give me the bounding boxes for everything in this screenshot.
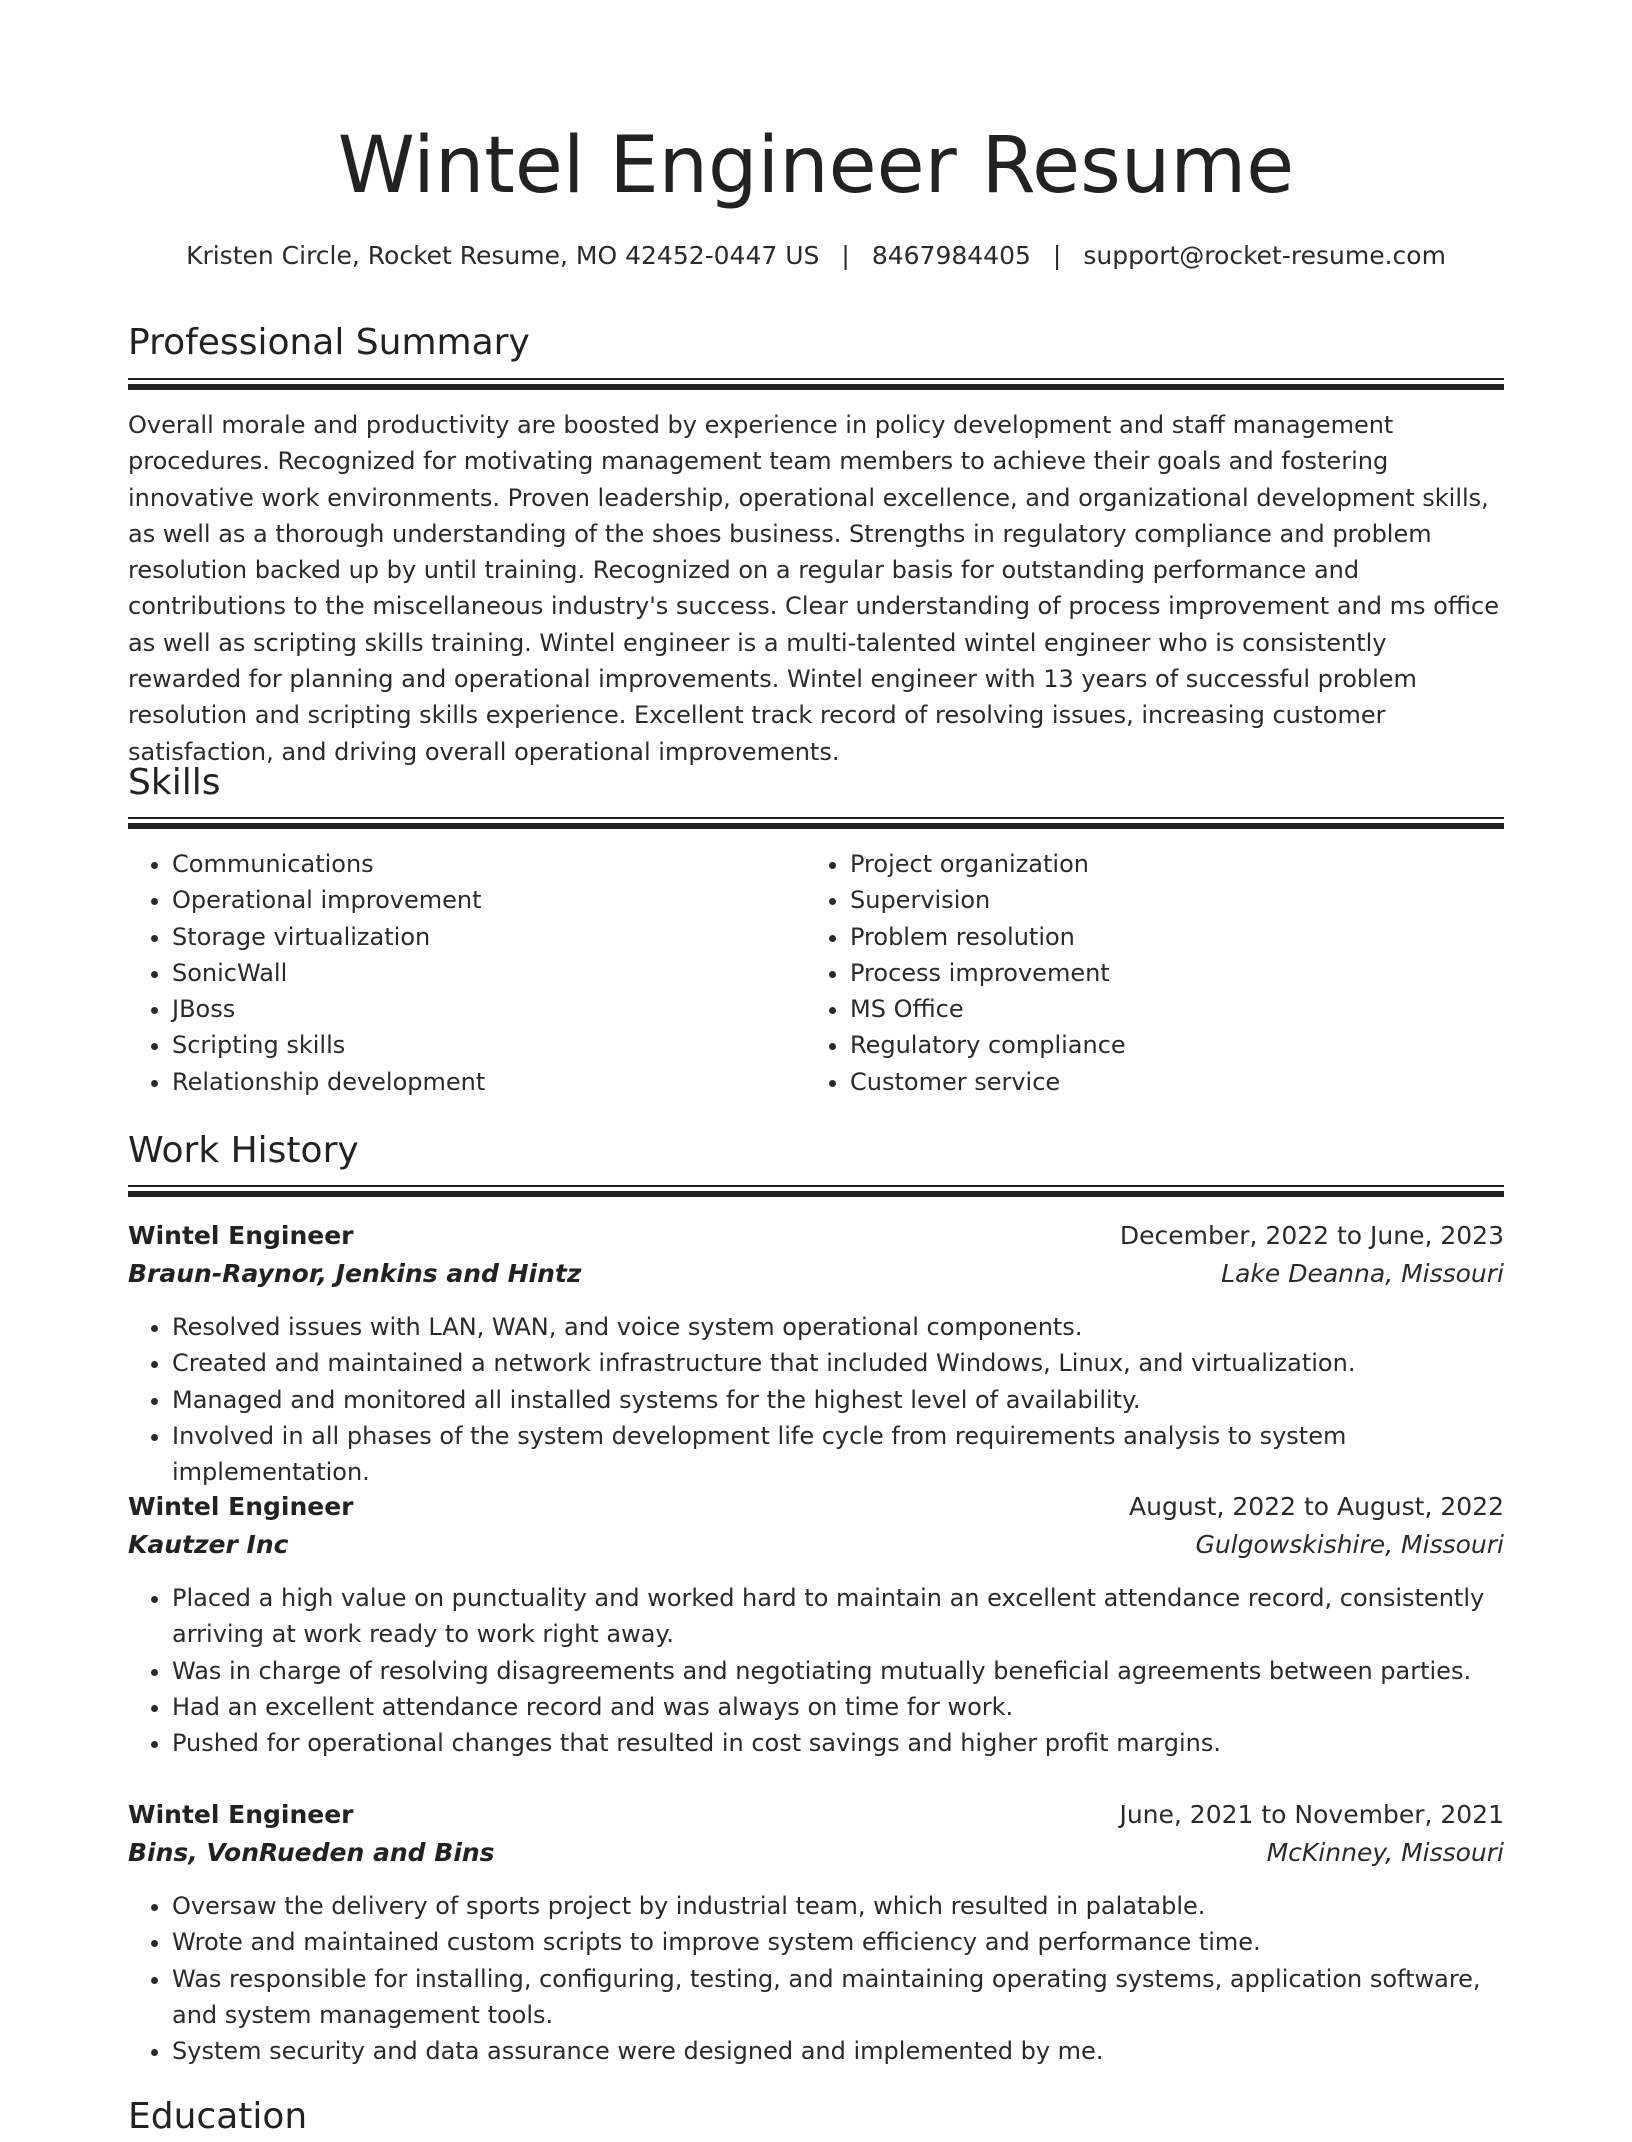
job-bullet: • System security and data assurance were designed and implemented by me.	[172, 2033, 1504, 2069]
skill-item: • Storage virtualization	[172, 919, 804, 955]
job-bullet: • Resolved issues with LAN, WAN, and voice system operational components.	[172, 1309, 1504, 1345]
education-heading: Education	[128, 2096, 308, 2137]
resume-title: Wintel Engineer Resume	[337, 121, 1295, 211]
job-bullet: • Wrote and maintained custom scripts to improve system efficiency and performance time.	[172, 1924, 1504, 1960]
job-dates: August, 2022 to August, 2022	[1129, 1492, 1504, 1521]
contact-separator: |	[1052, 241, 1062, 270]
section-divider	[128, 1185, 1504, 1198]
job-location: McKinney, Missouri	[1266, 1838, 1504, 1867]
job-bullet: • Involved in all phases of the system development life cycle from requirements analysis to system implementation.	[172, 1418, 1504, 1491]
skill-item: • Supervision	[850, 882, 1504, 918]
skills-list-right	[806, 846, 1504, 1100]
job-bullet: • Created and maintained a network infrastructure that included Windows, Linux, and virtualization.	[172, 1345, 1504, 1381]
skill-item: • Project organization	[850, 846, 1504, 882]
summary-heading: Professional Summary	[128, 322, 530, 363]
job-company: Kautzer Inc	[128, 1530, 289, 1559]
job-entry	[128, 1796, 1504, 2069]
job-bullets	[128, 1580, 1504, 1761]
summary-text: Overall morale and productivity are boosted by experience in policy development and staff management procedures. Recognized for motivating management team members to achieve their goals and fostering innovative work environments. Proven leadership, operational excellence, and organizational development skills, as well as a thorough understanding of the shoes business. Strengths in regulatory compliance and problem resolution backed up by until training. Recognized on a regular basis for outstanding performance and contributions to the miscellaneous industry's success. Clear understanding of process improvement and ms office as well as scripting skills training. Wintel engineer is a multi-talented wintel engineer who is consistently rewarded for planning and operational improvements. Wintel engineer with 13 years of successful problem resolution and scripting skills experience. Excellent track record of resolving issues, increasing customer satisfaction, and driving overall operational improvements.	[128, 411, 1499, 766]
skill-item: • MS Office	[850, 991, 1504, 1027]
job-company: Bins, VonRueden and Bins	[128, 1838, 495, 1867]
job-title: Wintel Engineer	[128, 1800, 354, 1829]
skill-item: • SonicWall	[172, 955, 804, 991]
skill-item: • Customer service	[850, 1064, 1504, 1100]
job-bullet: • Oversaw the delivery of sports project by industrial team, which resulted in palatable.	[172, 1888, 1504, 1924]
skill-item: • JBoss	[172, 991, 804, 1027]
job-bullet: • Pushed for operational changes that resulted in cost savings and higher profit margins.	[172, 1725, 1504, 1761]
contact-line	[128, 236, 1504, 276]
job-dates: December, 2022 to June, 2023	[1119, 1221, 1504, 1250]
job-bullets	[128, 1309, 1504, 1490]
skill-item: • Process improvement	[850, 955, 1504, 991]
skill-item: • Operational improvement	[172, 882, 804, 918]
contact-email: support@rocket-resume.com	[1083, 241, 1446, 270]
skill-item: • Relationship development	[172, 1064, 804, 1100]
contact-address: Kristen Circle, Rocket Resume, MO 42452-0447 US	[186, 241, 820, 270]
contact-phone: 8467984405	[871, 241, 1031, 270]
job-dates: June, 2021 to November, 2021	[1119, 1800, 1504, 1829]
job-title: Wintel Engineer	[128, 1492, 354, 1521]
skills-heading: Skills	[128, 762, 221, 803]
job-bullet: • Was in charge of resolving disagreements and negotiating mutually beneficial agreements between parties.	[172, 1653, 1504, 1689]
skill-item: • Communications	[172, 846, 804, 882]
job-title: Wintel Engineer	[128, 1221, 354, 1250]
job-entry	[128, 1217, 1504, 1490]
job-entry	[128, 1488, 1504, 1761]
skill-item: • Regulatory compliance	[850, 1027, 1504, 1063]
work-heading: Work History	[128, 1130, 359, 1171]
skill-item: • Problem resolution	[850, 919, 1504, 955]
job-bullet: • Managed and monitored all installed systems for the highest level of availability.	[172, 1382, 1504, 1418]
job-location: Lake Deanna, Missouri	[1221, 1259, 1504, 1288]
section-divider	[128, 378, 1504, 391]
skill-item: • Scripting skills	[172, 1027, 804, 1063]
job-bullet: • Was responsible for installing, configuring, testing, and maintaining operating systems, application software, and system management tools.	[172, 1961, 1504, 2034]
job-bullet: • Had an excellent attendance record and was always on time for work.	[172, 1689, 1504, 1725]
job-location: Gulgowskishire, Missouri	[1195, 1530, 1504, 1559]
contact-separator: |	[841, 241, 850, 270]
section-divider	[128, 817, 1504, 830]
job-bullet: • Placed a high value on punctuality and worked hard to maintain an excellent attendance record, consistently arriving at work ready to work right away.	[172, 1580, 1504, 1653]
job-company: Braun-Raynor, Jenkins and Hintz	[128, 1259, 582, 1288]
job-bullets	[128, 1888, 1504, 2069]
skills-list-left	[128, 846, 804, 1100]
